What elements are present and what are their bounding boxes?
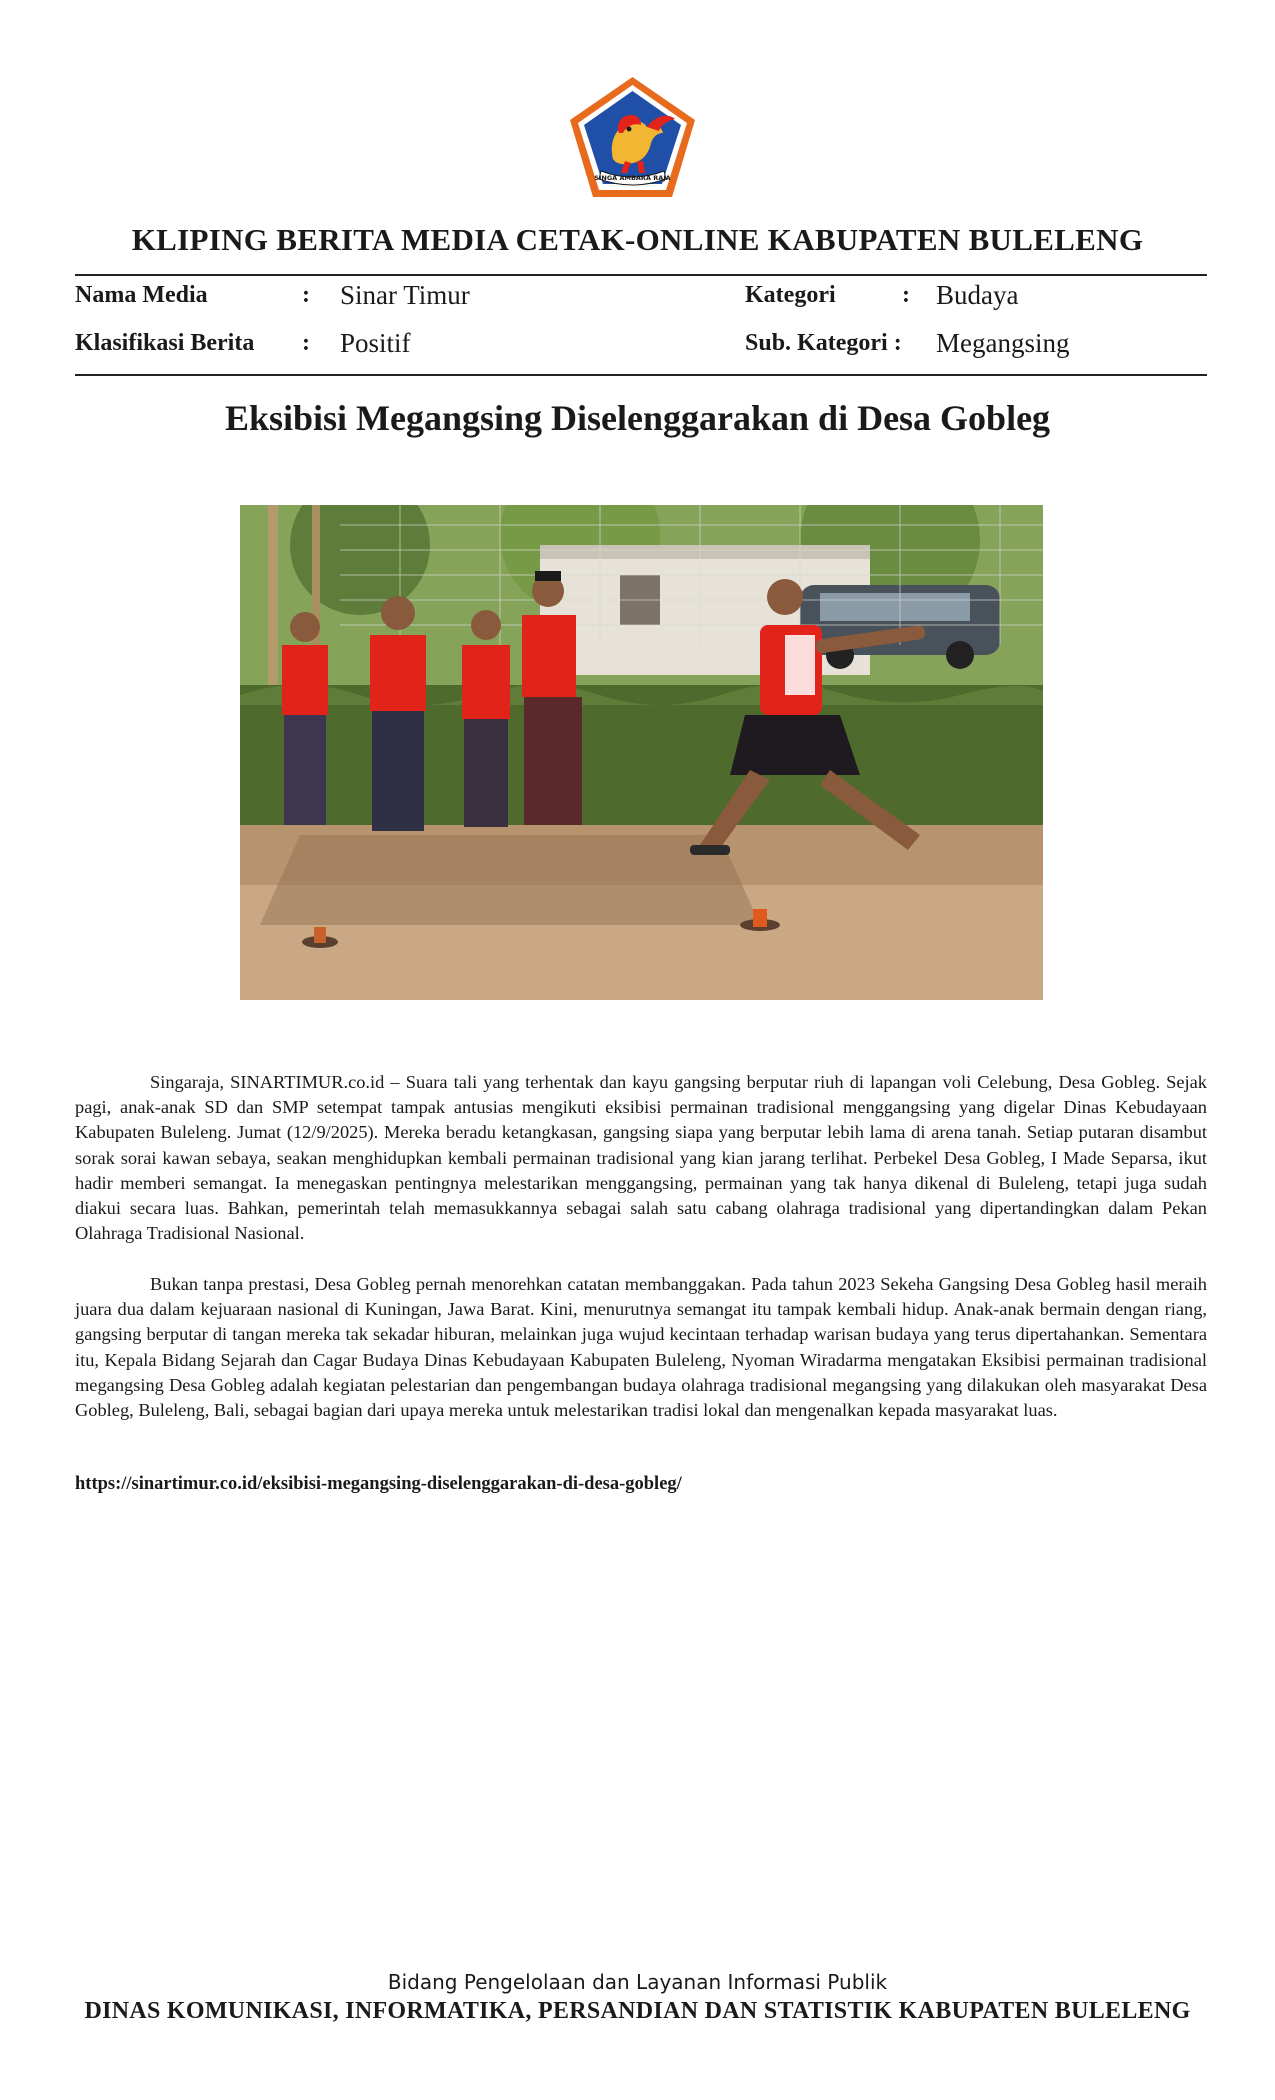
footer-department: Bidang Pengelolaan dan Layanan Informasi Publik [387,1970,888,1994]
source-url-link[interactable]: https://sinartimur.co.id/eksibisi-megangsing-diselenggarakan-di-desa-gobleg/ [75,1474,682,1494]
regency-emblem-logo [565,73,700,201]
classification-colon: : [302,330,310,356]
category-value: Budaya [936,280,1019,310]
singa-ambara-raja-emblem-icon [565,73,700,201]
header-divider-bottom [75,374,1207,376]
megangsing-players-photo [240,505,1043,1000]
category-colon: : [902,282,910,308]
article-paragraph-1: Singaraja, SINARTIMUR.co.id – Suara tali yang terhentak dan kayu gangsing berputar riuh di lapangan voli Celebung, Desa Gobleg. Sejak pagi, anak-anak SD dan SMP setempat tampak antusias mengikuti eksibisi permainan tradisional menggangsing yang digelar Dinas Kebudayaan Kabupaten Buleleng. Jumat (12/9/2025). Mereka beradu ketangkasan, gangsing siapa yang berputar lebih lama di arena tanah. Setiap putaran disambut sorak sorai kawan sebaya, seakan menghidupkan kembali permainan tradisional yang kian jarang terlihat. Perbekel Desa Gobleg, I Made Separsa, ikut hadir memberi semangat. Ia menegaskan pentingnya melestarikan menggangsing, permainan yang tak hanya dikenal di Buleleng, tetapi juga sudah diakui secara luas. Bahkan, pemerintah telah memasukkannya sebagai salah satu cabang olahraga tradisional yang dipertandingkan dalam Pekan Olahraga Tradisional Nasional. [75,1072,1207,1244]
article-photo [240,505,1043,1000]
clipping-header-title: KLIPING BERITA MEDIA CETAK-ONLINE KABUPATEN BULELENG [131,222,1144,257]
subcategory-label-text: Sub. Kategori [745,330,888,356]
footer-agency: DINAS KOMUNIKASI, INFORMATIKA, PERSANDIAN DAN STATISTIK KABUPATEN BULELENG [84,1998,1191,2024]
article-title: Eksibisi Megangsing Diselenggarakan di Desa Gobleg [224,398,1051,438]
subcategory-label [745,330,902,357]
media-name-label: Nama Media [75,282,208,308]
emblem-motto-text: SINGA AMBARA RAJA [594,174,671,182]
classification-label: Klasifikasi Berita [75,330,255,356]
subcategory-value: Megangsing [936,328,1070,358]
classification-value: Positif [340,328,411,358]
media-name-value: Sinar Timur [340,280,470,310]
header-divider-top [75,274,1207,276]
subcategory-colon: : [893,330,902,356]
media-name-colon: : [302,282,310,308]
article-paragraph-2: Bukan tanpa prestasi, Desa Gobleg pernah menorehkan catatan membanggakan. Pada tahun 2023 Sekeha Gangsing Desa Gobleg hasil meraih juara dua dalam kejuaraan nasional di Kuningan, Jawa Barat. Kini, menurutnya semangat itu tampak kembali hidup. Anak-anak bermain dengan riang, gangsing berputar di tangan mereka tak sekadar hiburan, melainkan juga wujud kecintaan terhadap warisan budaya yang terus dipertahankan. Sementara itu, Kepala Bidang Sejarah dan Cagar Budaya Dinas Kebudayaan Kabupaten Buleleng, Nyoman Wiradarma mengatakan Eksibisi permainan tradisional megangsing Desa Gobleg adalah kegiatan pelestarian dan pengembangan budaya olahraga tradisional megangsing yang dilakukan oleh masyarakat Desa Gobleg, Buleleng, Bali, sebagai bagian dari upaya mereka untuk melestarikan tradisi lokal dan mengenalkan kepada masyarakat luas. [75,1274,1207,1421]
category-label: Kategori [745,282,836,308]
